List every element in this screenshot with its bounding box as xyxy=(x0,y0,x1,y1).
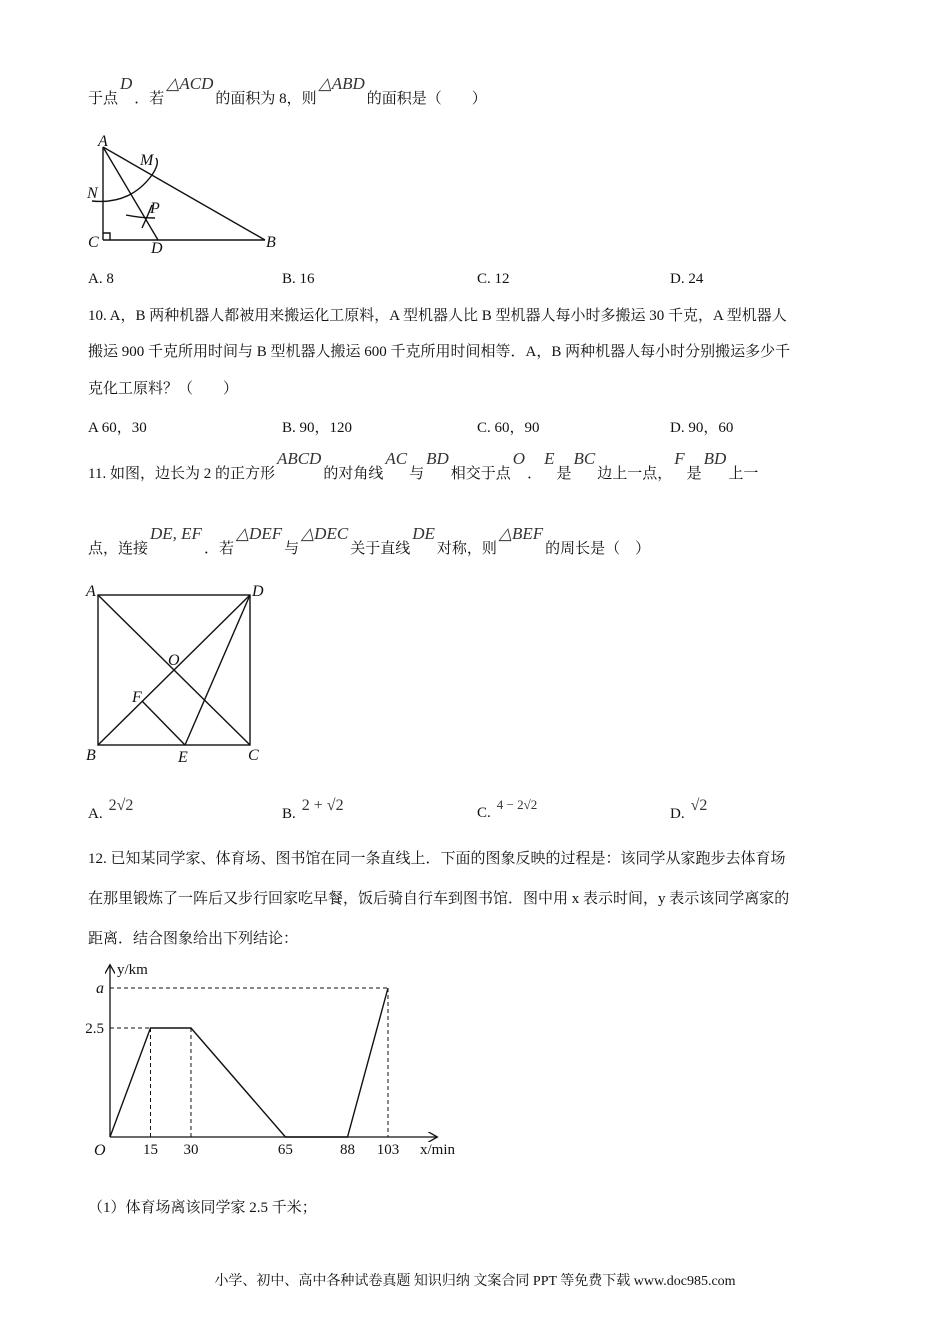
x-tick-label: 65 xyxy=(277,1142,293,1158)
math: DE, EF xyxy=(150,524,202,543)
q12-line: 在那里锻炼了一阵后又步行回家吃早餐，饭后骑自行车到图书馆．图中用 x 表示时间，y 表示该同学离家的 xyxy=(88,891,790,907)
label-p: P xyxy=(150,200,160,217)
math: BC xyxy=(573,449,596,468)
label-b: B xyxy=(86,747,96,764)
option-label: A. xyxy=(88,806,103,822)
math: BD xyxy=(703,449,727,468)
text: 是 xyxy=(686,466,702,482)
label-d: D xyxy=(252,583,264,600)
math: △DEC xyxy=(301,524,349,543)
math: △ACD xyxy=(166,74,214,93)
q12-line: 12. 已知某同学家、体育场、图书馆在同一条直线上．下面的图象反映的过程是：该同学从家跑步去体育场 xyxy=(88,851,786,867)
q10-option-c[interactable]: C. 60，90 xyxy=(477,420,540,436)
q10-option-a[interactable]: A 60，30 xyxy=(88,420,147,436)
q12-conclusion-1: （1）体育场离该同学家 2.5 千米； xyxy=(88,1200,317,1216)
label-o: O xyxy=(168,652,180,669)
option-value: 2√2 xyxy=(108,797,134,814)
label-e: E xyxy=(178,749,188,766)
text: ．若 xyxy=(134,91,165,107)
y-axis-label: y/km xyxy=(117,962,148,978)
text: 上一 xyxy=(728,466,759,482)
label-n: N xyxy=(87,185,98,202)
q9-option-a[interactable]: A. 8 xyxy=(88,271,114,287)
q9-option-b[interactable]: B. 16 xyxy=(282,271,315,287)
math: F xyxy=(674,449,685,468)
q10-line: 搬运 900 千克所用时间与 B 型机器人搬运 600 千克所用时间相等．A，B 两种机器人每小时分别搬运多少千 xyxy=(88,344,791,360)
math: △DEF xyxy=(235,524,283,543)
text: 的周长是（ ） xyxy=(545,541,651,557)
text: 的对角线 xyxy=(323,466,384,482)
footer-text: 小学、初中、高中各种试卷真题 知识归纳 文案合同 PPT 等免费下载 www.doc985.com xyxy=(214,1274,736,1289)
math: DE xyxy=(412,524,435,543)
label-c: C xyxy=(248,747,259,764)
math: BD xyxy=(426,449,449,468)
x-tick-label: 30 xyxy=(183,1142,199,1158)
x-axis-label: x/min xyxy=(420,1142,456,1158)
option-label: B. xyxy=(282,806,296,822)
q10-option-d[interactable]: D. 90，60 xyxy=(670,420,734,436)
text: 与 xyxy=(284,541,300,557)
series-line xyxy=(110,988,388,1137)
y-tick-label: a xyxy=(96,980,104,997)
option-label: D. xyxy=(670,806,685,822)
text: 是 xyxy=(556,466,572,482)
label-b: B xyxy=(266,234,276,251)
text: 的面积为 8，则 xyxy=(215,91,317,107)
text: 相交于点 xyxy=(450,466,511,482)
origin-label: O xyxy=(94,1142,106,1159)
label-m: M xyxy=(140,152,154,169)
x-tick-label: 15 xyxy=(142,1142,158,1158)
option-value: 2 + √2 xyxy=(301,797,344,814)
label-a: A xyxy=(98,133,108,150)
math: O xyxy=(512,449,526,468)
q10-option-b[interactable]: B. 90，120 xyxy=(282,420,353,436)
text: ．若 xyxy=(203,541,234,557)
text: 边上一点， xyxy=(597,466,673,482)
label-c: C xyxy=(88,234,99,251)
text: ． xyxy=(527,466,543,482)
q12-line: 距离．结合图象给出下列结论： xyxy=(88,931,299,947)
text: 的面积是（ ） xyxy=(366,91,487,107)
option-value: 4 − 2√2 xyxy=(496,797,538,812)
math: E xyxy=(544,449,555,468)
text: 于点 xyxy=(88,91,119,107)
text: 关于直线 xyxy=(350,541,411,557)
math: △BEF xyxy=(498,524,544,543)
q10-line: 克化工原料？（ ） xyxy=(88,381,239,397)
text: 点，连接 xyxy=(88,541,149,557)
math: △ABD xyxy=(318,74,365,93)
x-tick-label: 103 xyxy=(376,1142,400,1158)
label-d: D xyxy=(151,240,163,257)
text: 与 xyxy=(409,466,425,482)
math: D xyxy=(120,74,133,93)
text: 对称，则 xyxy=(436,541,497,557)
q9-option-c[interactable]: C. 12 xyxy=(477,271,510,287)
option-label: C. xyxy=(477,805,491,821)
x-tick-label: 88 xyxy=(340,1142,356,1158)
q9-option-d[interactable]: D. 24 xyxy=(670,271,704,287)
math: AC xyxy=(385,449,408,468)
label-f: F xyxy=(132,689,142,706)
option-value: √2 xyxy=(690,797,708,814)
text: 11. 如图，边长为 2 的正方形 xyxy=(88,466,275,482)
q10-line: 10. A，B 两种机器人都被用来搬运化工原料，A 型机器人比 B 型机器人每小时多搬运 30 千克，A 型机器人 xyxy=(88,308,787,324)
math: ABCD xyxy=(276,449,322,468)
y-tick-label: 2.5 xyxy=(85,1021,104,1037)
label-a: A xyxy=(86,583,96,600)
